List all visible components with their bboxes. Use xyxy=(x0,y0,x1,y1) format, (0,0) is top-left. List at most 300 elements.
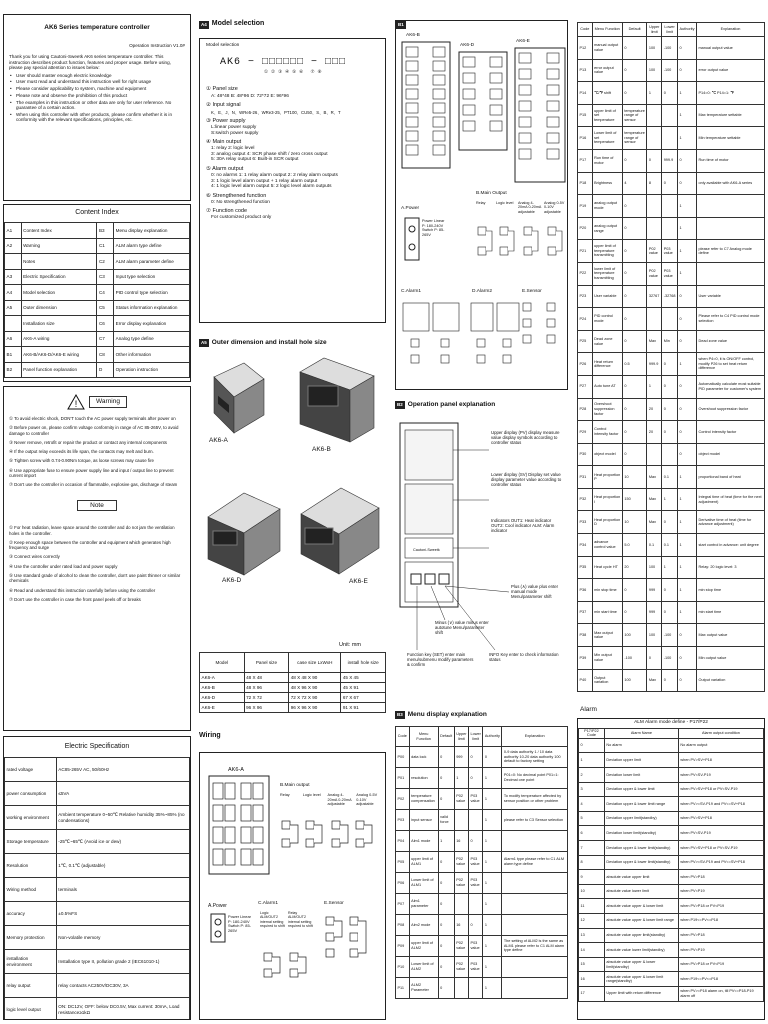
table-cell: P03 value xyxy=(662,262,678,285)
table-cell: upper limit of temperature transmitting xyxy=(592,240,622,263)
column-header: Panel size xyxy=(244,653,289,673)
table-cell: temperature range of sensor xyxy=(622,127,646,150)
table-cell: 10 xyxy=(579,884,605,899)
model-ak6-d: AK6-D xyxy=(460,43,475,48)
table-row xyxy=(578,127,765,150)
table-cell: power consumption xyxy=(5,782,57,806)
table-row xyxy=(200,693,386,703)
table-cell: 999 xyxy=(647,601,662,624)
list-item: • The examples in this instruction or other data are only for user reference. No guarantee of a certain action. xyxy=(9,100,185,111)
table-cell xyxy=(697,195,765,218)
table-cell: 0 xyxy=(622,443,646,466)
table-cell: 100 xyxy=(647,556,662,579)
column-1 xyxy=(3,0,191,1024)
table-cell: -32768 xyxy=(662,285,678,308)
table-cell: 0 xyxy=(438,936,454,957)
table-cell: AK6-A xyxy=(200,673,245,683)
analog-voltage-label: Analog 0-5V 0-10V adjustable xyxy=(544,201,565,214)
table-cell: P17 xyxy=(578,149,593,172)
table-cell: Min temperature settable xyxy=(697,127,765,150)
table-cell: absolute value lower limit xyxy=(604,884,678,899)
column-header: Explanation xyxy=(502,727,568,747)
analog-current-label: Analog 4-20mA 0-20mA adjustable xyxy=(518,201,542,214)
table-row xyxy=(578,195,765,218)
table-cell: Operation instruction xyxy=(114,362,190,378)
table-cell: absolute value upper & lower limit range(standby) xyxy=(604,972,678,987)
table-cell: C2 xyxy=(97,254,114,270)
panel-size-values: A: 48*48 B: 48*96 D: 72*72 E: 96*96 xyxy=(211,93,289,99)
table-cell: 48 X 96 xyxy=(244,683,289,693)
table-row xyxy=(396,915,568,936)
outer-dimension-table xyxy=(199,652,386,713)
model-ak6-e: AK6-E xyxy=(516,39,530,44)
table-cell: 1 xyxy=(647,375,662,398)
table-cell: 1 xyxy=(678,217,697,240)
table-cell: P03 value xyxy=(469,936,483,957)
list-item: ① For heat radiation, leave space around the controller and do not jam the ventilation holes in the controller. xyxy=(9,525,175,536)
table-cell: -100 xyxy=(622,647,646,670)
logic-label: Logic level xyxy=(496,201,514,205)
table-cell: 1 xyxy=(483,852,502,873)
table-cell: Storage temperature xyxy=(5,830,57,854)
table-cell xyxy=(502,873,568,894)
table-cell: C1 xyxy=(97,238,114,254)
table-row xyxy=(5,269,190,285)
table-cell: 0 xyxy=(622,149,646,172)
main-output-diagram xyxy=(280,817,380,877)
table-cell: P13 xyxy=(578,59,593,82)
table-row xyxy=(578,443,765,466)
table-cell: Deviation lower limit(standby) xyxy=(604,826,678,841)
alarm1-label: C.Alarm1 xyxy=(258,901,278,906)
table-cell: -100 xyxy=(662,647,678,670)
table-cell: 0 xyxy=(622,601,646,624)
table-cell: P09 xyxy=(396,936,410,957)
table-cell: 1 xyxy=(483,915,502,936)
table-cell: P31 xyxy=(578,466,593,489)
table-cell: 1 xyxy=(678,353,697,376)
table-cell: P05 xyxy=(396,852,410,873)
table-row xyxy=(200,683,386,693)
table-cell: Deviation upper & lower limit xyxy=(604,782,678,797)
analog-voltage-label: Analog 0-5V 0-10V adjustable xyxy=(356,793,378,807)
table-cell: 0 xyxy=(622,195,646,218)
table-row xyxy=(5,782,190,806)
table-cell xyxy=(469,894,483,915)
table-row xyxy=(578,669,765,692)
table-cell: Error display explanation xyxy=(114,316,190,332)
model-box xyxy=(199,38,386,323)
table-row xyxy=(578,466,765,489)
table-cell: Output variation xyxy=(697,669,765,692)
note-list xyxy=(9,525,185,602)
table-cell: 67 X 67 xyxy=(341,693,386,703)
column-header: Code xyxy=(578,23,593,37)
table-cell: P02 xyxy=(396,789,410,810)
main-output-value: 1: relay 2: logic level xyxy=(211,145,255,151)
table-cell: PID control mode xyxy=(592,308,622,331)
table-cell xyxy=(662,443,678,466)
table-cell: when PV>=SV-P19 and PV<=SV+P18 xyxy=(678,855,763,870)
table-cell: C5 xyxy=(97,300,114,316)
table-cell: P02 value xyxy=(454,852,468,873)
table-cell: P36 xyxy=(578,579,593,602)
table-cell xyxy=(697,217,765,240)
column-header: Upper limit xyxy=(454,727,468,747)
panel-brand: Cautoni-Sweetk xyxy=(413,548,440,552)
table-row xyxy=(396,768,568,789)
function-key-explanation: Function key (SET) enter main menu/submenu modify parameters & confirm xyxy=(407,652,474,668)
table-cell xyxy=(454,894,468,915)
table-cell: 0 xyxy=(622,285,646,308)
sv-explanation: Lower display (SV) Display set value display parameter value according to controller status xyxy=(491,472,562,488)
table-cell: 0 xyxy=(662,421,678,444)
table-cell: Installation type II, pollution grade 2 (IEC61010-1) xyxy=(56,950,189,974)
table-row xyxy=(396,747,568,768)
table-cell: 100 xyxy=(647,624,662,647)
alarm-output-value: 4: 1 logic level alarm output 5: 2 logic level alarm outputs xyxy=(211,184,332,190)
table-cell: when PV>SV+P18 xyxy=(678,753,763,768)
table-cell: Wiring method xyxy=(5,878,57,902)
list-item: ⑤ Use standard grade of alcohol to clean the controller, don't use paint thinner or similar chemicals xyxy=(9,573,181,584)
table-cell: 11 xyxy=(579,899,605,914)
table-row xyxy=(578,421,765,444)
table-cell xyxy=(647,308,662,331)
list-item: • When using this controller with other products, please confirm whether it is in conformity with the relevant specifications, principles, etc. xyxy=(9,112,185,123)
table-cell: when PV<P19 xyxy=(678,943,763,958)
table-cell xyxy=(5,254,22,270)
table-cell: P18 xyxy=(578,172,593,195)
table-cell: Status information explanation xyxy=(114,300,190,316)
table-cell: 20 xyxy=(647,421,662,444)
table-cell: Ambient temperature 0~50℃ Relative humidity 35%~85% (no condensations) xyxy=(56,806,189,830)
table-header-row xyxy=(579,728,764,738)
wiring-model: AK6-A xyxy=(228,767,244,773)
table-cell xyxy=(662,308,678,331)
table-row xyxy=(396,789,568,810)
list-item: ⑦ Don't use the controller in case the front panel peels off or breaks xyxy=(9,596,141,602)
table-cell: 8 xyxy=(647,172,662,195)
table-cell: Content Index xyxy=(21,223,97,239)
b1-power-terminal-icon xyxy=(404,217,420,261)
table-cell: 100 xyxy=(647,37,662,60)
table-cell: 0 xyxy=(438,978,454,999)
column-header: Model xyxy=(200,653,245,673)
table-cell xyxy=(662,195,678,218)
table-cell: Heat proportion I xyxy=(592,488,622,511)
table-cell: To modify temperature affected by sensor position or other problem xyxy=(502,789,568,810)
note-title: Note xyxy=(77,500,117,512)
table-cell: 1 xyxy=(483,831,502,852)
terminal-block-b xyxy=(401,41,451,169)
list-item: ③ Connect wires correctly xyxy=(9,554,60,560)
table-row xyxy=(579,811,764,826)
table-cell: 91 X 91 xyxy=(341,703,386,713)
table-cell: P02 value xyxy=(647,240,662,263)
table-cell: 16 xyxy=(454,915,468,936)
menu-heading xyxy=(395,710,487,719)
column-header: Menu Function xyxy=(592,23,622,37)
column-header: Explanation xyxy=(697,23,765,37)
table-cell: 72 X 72 X 90 xyxy=(289,693,341,703)
table-cell: terminals xyxy=(56,878,189,902)
table-cell: absolute value upper limit xyxy=(604,870,678,885)
table-cell: Menu display explanation xyxy=(114,223,190,239)
table-cell: valid force xyxy=(438,810,454,831)
table-cell: 1 xyxy=(678,466,697,489)
table-cell: P11 xyxy=(396,978,410,999)
table-cell: Run time of motor xyxy=(697,149,765,172)
table-cell: Max xyxy=(647,330,662,353)
table-cell: input sensor xyxy=(409,810,438,831)
column-header: P17/P22 Code xyxy=(579,728,605,738)
table-cell: proportional band of heat xyxy=(697,466,765,489)
alarm-relay-text: Relay ALM/OUT2 internal setting required to shift xyxy=(288,911,313,928)
table-cell: Alm1 mode xyxy=(409,831,438,852)
table-cell: working environment xyxy=(5,806,57,830)
table-cell: 17 xyxy=(579,986,605,1001)
outer-heading-title: Outer dimension and install hole size xyxy=(211,338,327,346)
table-cell: Please refer to C4 PID control mode selection xyxy=(697,308,765,331)
table-cell: upper limit of set temperature xyxy=(592,104,622,127)
table-cell: when PV>P18 or PV<P19 xyxy=(678,899,763,914)
device-ak6-d xyxy=(204,487,284,584)
column-2 xyxy=(199,0,386,1024)
table-cell xyxy=(469,810,483,831)
table-cell: 2 xyxy=(579,768,605,783)
device-ak6-a xyxy=(204,357,269,444)
list-item: ⑦ Don't use the controller in occasion of flammable, explosive gas, discharge of steam xyxy=(9,482,178,488)
table-cell: 0.5 xyxy=(622,353,646,376)
table-cell: ALM2 Parameter xyxy=(409,978,438,999)
table-cell: 0 xyxy=(469,831,483,852)
model-code: AK6 − □□□□□□ − □□□ xyxy=(220,56,347,68)
outer-table-box xyxy=(199,652,386,727)
analog-current-label: Analog 4-20mA 0-20mA adjustable xyxy=(327,793,352,807)
table-cell: 1 xyxy=(483,978,502,999)
table-cell: 0 xyxy=(678,59,697,82)
table-cell: object model xyxy=(592,443,622,466)
table-cell: manual output value xyxy=(592,37,622,60)
table-row xyxy=(579,943,764,958)
column-header: Default xyxy=(438,727,454,747)
table-row xyxy=(5,806,190,830)
input-title: ② Input signal xyxy=(206,102,241,109)
column-header: install hole size xyxy=(341,653,386,673)
table-cell: P03 value xyxy=(469,852,483,873)
menu-heading-title: Menu display explanation xyxy=(407,710,487,718)
table-cell: A1 xyxy=(5,223,22,239)
table-cell: C7 xyxy=(97,331,114,347)
table-cell: 1 xyxy=(454,768,468,789)
table-row xyxy=(578,262,765,285)
table-cell: 12 xyxy=(579,913,605,928)
table-cell: P24 xyxy=(578,308,593,331)
table-cell: 5.0 xyxy=(622,534,646,557)
table-cell: 20 xyxy=(622,556,646,579)
table-cell: 9 xyxy=(579,870,605,885)
table-cell: P07 xyxy=(396,894,410,915)
table-row xyxy=(5,902,190,926)
table-row xyxy=(5,254,190,270)
table-cell: 14 xyxy=(579,943,605,958)
list-item: ⑥ Use appropriate fuse to ensure power supply line and input / output line to prevent current import xyxy=(9,467,174,478)
table-row xyxy=(5,285,190,301)
table-cell: 1 xyxy=(483,894,502,915)
table-cell: P33 xyxy=(578,511,593,534)
table-row xyxy=(396,831,568,852)
table-cell: 0 xyxy=(438,873,454,894)
table-cell xyxy=(647,443,662,466)
table-cell: when PV>P18 or PV<P19 xyxy=(678,957,763,972)
table-cell: P10 xyxy=(396,957,410,978)
table-row xyxy=(578,59,765,82)
table-cell: User variable xyxy=(697,285,765,308)
warning-header xyxy=(9,394,185,410)
table-cell: when PV>=P18 alarm on, till PV<=P18-P19 alarm off xyxy=(678,986,763,1001)
table-cell: advance control value xyxy=(592,534,622,557)
table-cell: 48 X 48 xyxy=(244,673,289,683)
table-cell: object model xyxy=(697,443,765,466)
table-cell: 0 xyxy=(662,579,678,602)
table-cell: 0 xyxy=(662,669,678,692)
table-row xyxy=(200,703,386,713)
table-cell xyxy=(662,104,678,127)
table-cell: Max xyxy=(647,669,662,692)
menu-table xyxy=(395,726,568,999)
table-cell: 1 xyxy=(678,127,697,150)
table-cell: 0 xyxy=(678,421,697,444)
table-cell xyxy=(502,978,568,999)
table-cell: logic level output xyxy=(5,998,57,1020)
b1-power-text: Power Linear P: 180-240V Switch P: 85-265V xyxy=(422,219,445,237)
table-cell xyxy=(502,957,568,978)
table-cell: 0 xyxy=(662,601,678,624)
column-header: Authority xyxy=(483,727,502,747)
section-tag: B2 xyxy=(397,401,403,407)
table-cell: Alm2 mode xyxy=(409,915,438,936)
table-cell: Heat proportion D xyxy=(592,511,622,534)
table-cell: Deviation upper & lower limit(standby) xyxy=(604,841,678,856)
table-cell: Resolution xyxy=(5,854,57,878)
main-output-label: B.Main output xyxy=(280,783,310,788)
table-cell: data lock xyxy=(409,747,438,768)
table-cell: start control in advance: unit degree xyxy=(697,534,765,557)
table-cell: when P19<=PV<=P18 xyxy=(678,913,763,928)
table-cell: A4 xyxy=(5,285,22,301)
table-cell: Non-volatile memory xyxy=(56,926,189,950)
panel-leader-lines xyxy=(395,414,568,674)
table-cell: Memory protection xyxy=(5,926,57,950)
table-cell: 0 xyxy=(438,789,454,810)
relay-label: Relay xyxy=(476,201,486,205)
table-cell: 1 xyxy=(647,82,662,105)
table-cell: B1 xyxy=(5,347,22,363)
b1-main-output-label: B.Main Output xyxy=(476,191,507,196)
table-cell: 0 xyxy=(678,647,697,670)
table-cell: P02 value xyxy=(454,936,468,957)
table-cell: 999.9 xyxy=(662,149,678,172)
table-cell: AK6-B xyxy=(200,683,245,693)
table-cell: P38 xyxy=(578,624,593,647)
table-cell: Dead zone value xyxy=(697,330,765,353)
table-cell: please refer to C3 Sensor selection xyxy=(502,810,568,831)
table-cell: P12 xyxy=(578,37,593,60)
table-row xyxy=(579,841,764,856)
table-cell: 6 xyxy=(579,826,605,841)
table-cell: Lower limit of ALM1 xyxy=(409,873,438,894)
table-header-row xyxy=(396,727,568,747)
panel-heading-title: Operation panel explanation xyxy=(407,400,496,408)
list-item: ④ Use the controller under rated load and power supply xyxy=(9,563,118,569)
table-cell: absolute value upper & lower limit xyxy=(604,899,678,914)
table-cell: Max xyxy=(647,488,662,511)
table-cell: C4 xyxy=(97,285,114,301)
input-values: K、E、J、N、WRe5-26、WRe3-25、PT100、CU50、S、B、R、T xyxy=(211,110,341,116)
table-row xyxy=(579,826,764,841)
model-heading-title: Model selection xyxy=(211,20,265,28)
table-cell: 1 xyxy=(483,873,502,894)
table-cell: AK6-E xyxy=(200,703,245,713)
section-tag: B3 xyxy=(397,711,403,717)
table-cell: installation environment xyxy=(5,950,57,974)
table-cell: ℃/℉ shift xyxy=(592,82,622,105)
table-cell: Deviation upper limit xyxy=(604,753,678,768)
table-row xyxy=(396,957,568,978)
table-cell: 0 xyxy=(622,375,646,398)
table-row xyxy=(5,316,190,332)
alarm-output-value: 3: 1 logic level alarm output + 1 relay alarm output xyxy=(211,178,318,184)
table-row xyxy=(396,978,568,999)
table-header-row xyxy=(200,653,386,673)
table-cell: 0.1 xyxy=(662,534,678,557)
device-label: AK6-A xyxy=(209,437,228,444)
table-cell: when PV>=SV-P19 and PV<=SV+P18 xyxy=(678,797,763,812)
table-cell xyxy=(662,127,678,150)
table-row xyxy=(5,347,190,363)
table-row xyxy=(396,936,568,957)
table-cell: Heat cycle HT xyxy=(592,556,622,579)
table-cell: P04 xyxy=(396,831,410,852)
table-cell: AK6-D xyxy=(200,693,245,703)
list-item: ④ If the output relay exceeds its life span, the contacts may melt and burn. xyxy=(9,449,154,455)
table-cell: relay contacts AC250V/DC30V, 3A xyxy=(56,974,189,998)
table-cell: 0 xyxy=(622,82,646,105)
main-output-value: 3: analog output 4: SCR phase shift / zero cross output xyxy=(211,151,328,157)
table-cell: P06 xyxy=(396,873,410,894)
table-row xyxy=(579,768,764,783)
table-row xyxy=(5,950,190,974)
table-cell: when PV<P19 xyxy=(678,884,763,899)
table-cell xyxy=(502,915,568,936)
table-cell: rated voltage xyxy=(5,758,57,782)
table-cell: P01 xyxy=(396,768,410,789)
table-cell: C8 xyxy=(97,347,114,363)
table-cell: please refer to C7 Analog mode define xyxy=(697,240,765,263)
table-cell: 0 xyxy=(678,375,697,398)
power-title: ③ Power supply xyxy=(206,118,246,125)
column-header: case size LxWxH xyxy=(289,653,341,673)
table-cell: 0 xyxy=(622,37,646,60)
table-cell: Derivative time of heat (time for advance adjustment) xyxy=(697,511,765,534)
info-key-explanation: INFO Key enter to check information status xyxy=(489,652,559,663)
list-item: ② Before power on, please confirm voltage conformity in range of AC 85-265V, to avoid damage to controller xyxy=(9,425,179,436)
list-item: ② Keep enough space between the controller and equipment which generates high frequency and surge xyxy=(9,539,171,551)
table-row xyxy=(578,308,765,331)
controller-image xyxy=(204,487,284,577)
table-cell: 32767 xyxy=(647,285,662,308)
table-cell: 0 xyxy=(622,330,646,353)
